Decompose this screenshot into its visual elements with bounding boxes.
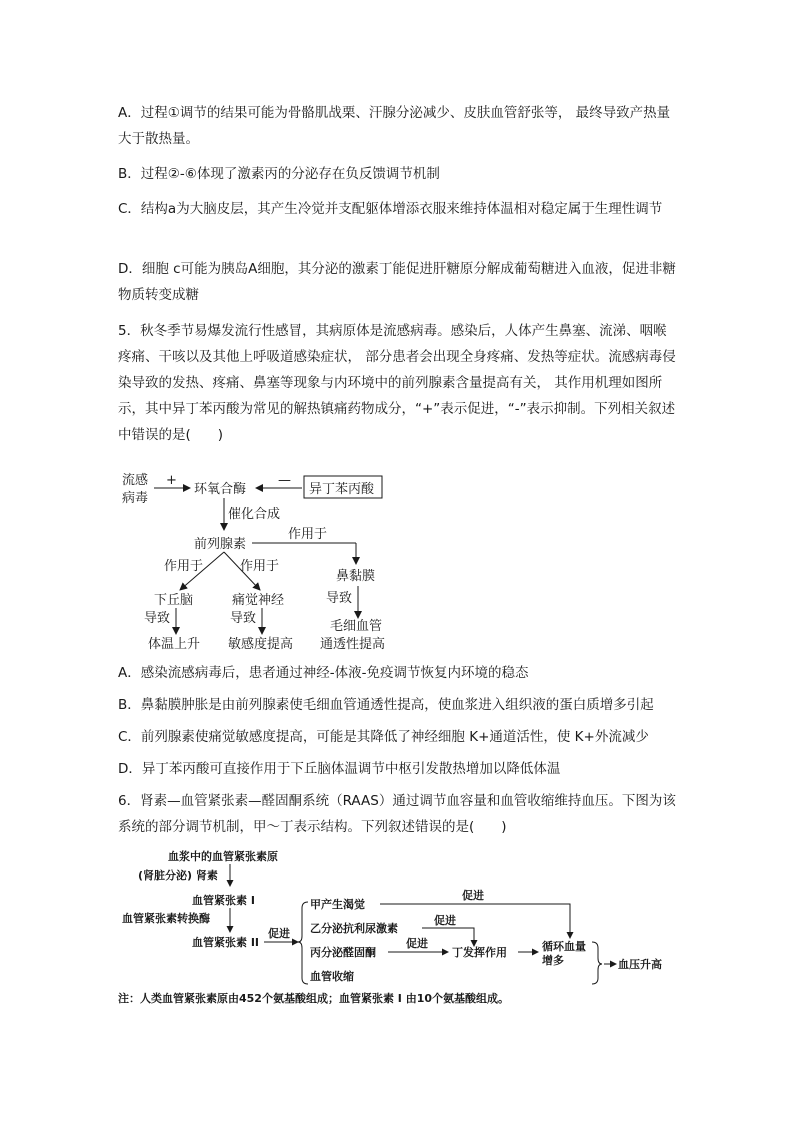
thirst-label: 甲产生渴觉 xyxy=(310,898,365,911)
enzyme-label: 环氧合酶 xyxy=(194,482,247,497)
q4-option-a: A．过程①调节的结果可能为骨骼肌战栗、汗腺分泌减少、皮肤血管舒张等， 最终导致产热量大于散热量。 xyxy=(118,105,671,147)
promote-label-4: 促进 xyxy=(406,937,428,950)
pain-nerve-label: 痛觉神经 xyxy=(232,593,285,608)
left-brace xyxy=(298,902,308,984)
promote-label-3: 促进 xyxy=(434,914,456,927)
virus-label-2: 病毒 xyxy=(122,491,149,506)
thirst-promote-arrow xyxy=(380,904,570,938)
q5-option-c: C．前列腺素使痛觉敏感度提高，可能是其降低了神经细胞 K+通道活性，使 K+外流减少 xyxy=(118,729,649,745)
prostaglandin-label: 前列腺素 xyxy=(194,537,247,552)
capillary-label-1: 毛细血管 xyxy=(330,619,383,634)
vasoconstriction-line xyxy=(380,976,592,984)
temp-rise-label: 体温上升 xyxy=(148,637,201,652)
q5-option-d: D．异丁苯丙酸可直接作用于下丘脑体温调节中枢引发散热增加以降低体温 xyxy=(118,761,561,777)
renin-label: (肾脏分泌) 肾素 xyxy=(138,869,218,882)
q4-option-b: B．过程②-⑥体现了激素丙的分泌存在负反馈调节机制 xyxy=(118,166,440,182)
virus-label-1: 流感 xyxy=(122,473,149,488)
drug-label: 异丁苯丙酸 xyxy=(309,482,375,497)
prostaglandin-mechanism-diagram xyxy=(118,466,418,656)
vasoconstriction-label: 血管收缩 xyxy=(310,970,354,983)
ang2-label: 血管紧张素 II xyxy=(192,936,260,949)
q6-note: 注：人类血管紧张素原由452个氨基酸组成；血管紧张素 I 由10个氨基酸组成。 xyxy=(118,992,510,1005)
q4-option-d: D．细胞 c可能为胰岛A细胞，其分泌的激素丁能促进肝糖原分解成葡萄糖进入血液，促进非糖物质转变成糖 xyxy=(118,261,676,303)
leads-to-label-2: 导致 xyxy=(230,611,257,626)
plus-sign: + xyxy=(166,473,177,488)
capillary-label-2: 通透性提高 xyxy=(320,637,386,652)
raas-diagram xyxy=(118,846,678,986)
adh-label: 乙分泌抗利尿激素 xyxy=(310,922,398,935)
bp-rise-label: 血压升高 xyxy=(618,958,662,971)
q5-stem: 5．秋冬季节易爆发流行性感冒，其病原体是流感病毒。感染后，人体产生鼻塞、流涕、咽喉疼痛、干咳以及其他上呼吸道感染症状， 部分患者会出现全身疼痛、发热等症状。流感病毒侵染导致的发热、疼痛、鼻塞等现象与内环境中的前列腺素含量提高有关， 其作用机理如图所示，其中异丁苯丙酸为常见的解热镇痛药物成分，“+”表示促进，“-”表示抑制。下列相关叙述中错误的是( ) xyxy=(118,323,676,443)
acts-on-label-3: 作用于 xyxy=(288,527,328,542)
blood-volume-label-1: 循环血量 xyxy=(542,940,586,953)
q6-stem: 6．肾素—血管紧张素—醛固酮系统（RAAS）通过调节血容量和血管收缩维持血压。下图为该系统的部分调节机制，甲～丁表示结构。下列叙述错误的是( ) xyxy=(118,793,676,835)
q5-option-a: A．感染流感病毒后，患者通过神经-体液-免疫调节恢复内环境的稳态 xyxy=(118,665,529,681)
promote-label-2: 促进 xyxy=(462,889,484,902)
aldosterone-label: 丙分泌醛固酮 xyxy=(310,946,376,959)
ang1-label: 血管紧张素 I xyxy=(192,894,255,907)
promote-label-1: 促进 xyxy=(268,927,290,940)
adh-promote-arrow xyxy=(422,928,474,946)
leads-to-label-3: 导致 xyxy=(326,591,353,606)
sensitivity-label: 敏感度提高 xyxy=(228,637,294,652)
nasal-mucosa-label: 鼻黏膜 xyxy=(336,569,376,584)
hypothalamus-label: 下丘脑 xyxy=(154,593,194,608)
ace-label: 血管紧张素转换酶 xyxy=(122,912,210,925)
acts-on-label-1: 作用于 xyxy=(164,559,204,574)
q5-option-b: B．鼻黏膜肿胀是由前列腺素使毛细血管通透性提高，使血浆进入组织液的蛋白质增多引起 xyxy=(118,697,654,713)
acts-on-label-2: 作用于 xyxy=(240,559,280,574)
catalyze-label: 催化合成 xyxy=(228,507,281,522)
angiotensinogen-label: 血浆中的血管紧张素原 xyxy=(168,850,278,863)
minus-sign: — xyxy=(278,473,291,488)
leads-to-label-1: 导致 xyxy=(144,611,171,626)
q4-option-c: C．结构a为大脑皮层，其产生冷觉并支配躯体增添衣服来维持体温相对稳定属于生理性调节 xyxy=(118,201,663,217)
right-brace xyxy=(592,942,602,984)
blood-volume-label-2: 增多 xyxy=(542,954,564,967)
ding-label: 丁发挥作用 xyxy=(452,946,507,959)
